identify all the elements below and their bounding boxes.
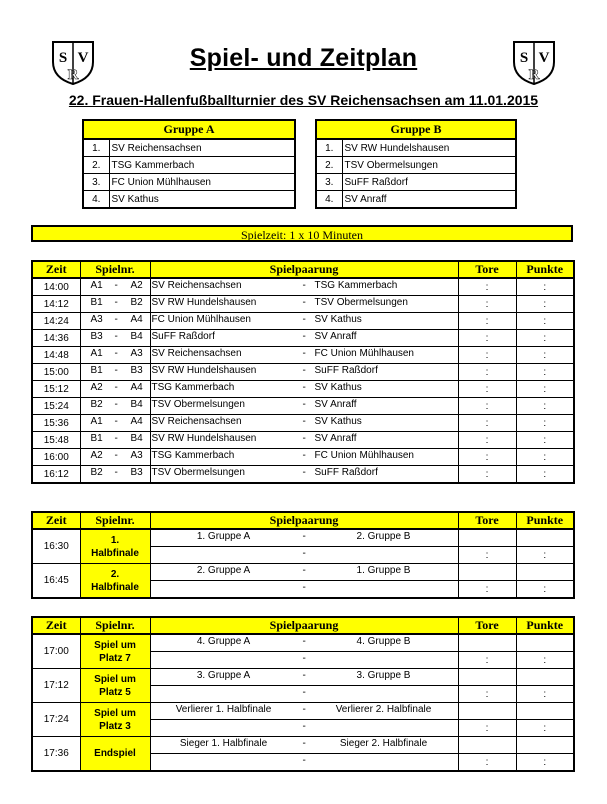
match-code-separator: - — [114, 348, 118, 359]
match-code-home: B3 — [90, 331, 103, 342]
goals-field[interactable]: : — [458, 581, 516, 599]
match-code-separator: - — [114, 450, 118, 461]
points-field[interactable] — [516, 703, 574, 720]
goals-field[interactable]: : — [458, 347, 516, 364]
match-code — [80, 347, 150, 364]
goals-field[interactable] — [458, 634, 516, 652]
match-label-line1: 1. — [110, 534, 120, 546]
team-number: 3. — [316, 174, 342, 191]
pairing-separator: - — [302, 433, 306, 444]
points-field[interactable]: : — [516, 347, 574, 364]
match-code — [80, 296, 150, 313]
match-pairing — [150, 737, 458, 754]
team-name: SV RW Hundelshausen — [342, 139, 516, 157]
points-field[interactable]: : — [516, 330, 574, 347]
match-time: 15:00 — [32, 364, 80, 381]
match-code-away: B3 — [130, 467, 143, 478]
team-number: 3. — [83, 174, 109, 191]
away-slot: 4. Gruppe B — [356, 636, 411, 647]
match-pairing — [150, 330, 458, 347]
match-code — [80, 364, 150, 381]
col-punkte: Punkte — [516, 261, 574, 278]
points-field[interactable] — [516, 564, 574, 581]
away-slot: 2. Gruppe B — [356, 531, 411, 542]
team-name: SV Reichensachsen — [109, 139, 295, 157]
match-code-away: A4 — [130, 382, 143, 393]
match-code — [80, 278, 150, 296]
away-slot: 3. Gruppe B — [356, 670, 411, 681]
goals-field[interactable] — [458, 529, 516, 547]
match-label — [80, 669, 150, 703]
col-spielpaarung: Spielpaarung — [150, 261, 458, 278]
match-code-separator: - — [114, 399, 118, 410]
pairing-separator: - — [302, 450, 306, 461]
points-field[interactable]: : — [516, 381, 574, 398]
match-label-line2: Platz 5 — [99, 686, 131, 698]
goals-field[interactable]: : — [458, 296, 516, 313]
match-pairing — [150, 398, 458, 415]
home-team: TSG Kammerbach — [151, 382, 235, 393]
match-code-home: A1 — [90, 348, 103, 359]
match-pairing — [150, 381, 458, 398]
points-field[interactable]: : — [516, 652, 574, 669]
points-field[interactable]: : — [516, 449, 574, 466]
match-code-home: B2 — [90, 467, 103, 478]
goals-field[interactable]: : — [458, 754, 516, 772]
goals-field[interactable]: : — [458, 330, 516, 347]
pairing-separator: - — [302, 297, 306, 308]
match-code-home: B1 — [90, 297, 103, 308]
match-code-home: A1 — [90, 280, 103, 291]
match-pairing — [150, 313, 458, 330]
goals-field[interactable]: : — [458, 278, 516, 296]
group-team-row — [316, 139, 516, 157]
goals-field[interactable] — [458, 703, 516, 720]
home-team: TSV Obermelsungen — [151, 399, 245, 410]
match-row — [32, 364, 574, 381]
result-pairing — [150, 581, 458, 599]
match-code-away: B4 — [130, 433, 143, 444]
match-code-away: B3 — [130, 365, 143, 376]
match-code-away: A2 — [130, 280, 143, 291]
match-time: 17:12 — [32, 669, 80, 703]
goals-field[interactable]: : — [458, 449, 516, 466]
result-pairing — [150, 652, 458, 669]
match-pairing — [150, 296, 458, 313]
group-team-row — [316, 157, 516, 174]
team-name: SuFF Raßdorf — [342, 174, 516, 191]
away-slot: Verlierer 2. Halbfinale — [335, 704, 432, 715]
pairing-separator: - — [302, 399, 306, 410]
points-field[interactable] — [516, 669, 574, 686]
pairing-separator: - — [302, 280, 306, 291]
tournament-subtitle: 22. Frauen-Hallenfußballturnier des SV Reichensachsen am 11.01.2015 — [68, 92, 539, 108]
match-row — [32, 669, 574, 686]
match-pairing — [150, 669, 458, 686]
pairing-separator: - — [302, 738, 306, 749]
match-pairing — [150, 364, 458, 381]
match-row — [32, 564, 574, 581]
match-code — [80, 313, 150, 330]
svg-text:R: R — [528, 67, 540, 83]
away-team: FC Union Mühlhausen — [314, 450, 414, 461]
match-time: 16:00 — [32, 449, 80, 466]
col-spielnr: Spielnr. — [80, 261, 150, 278]
points-field[interactable]: : — [516, 364, 574, 381]
match-code-home: B1 — [90, 365, 103, 376]
pairing-separator: - — [302, 565, 306, 576]
points-field[interactable] — [516, 634, 574, 652]
match-code — [80, 432, 150, 449]
match-row — [32, 296, 574, 313]
match-pairing — [150, 415, 458, 432]
away-team: FC Union Mühlhausen — [314, 348, 414, 359]
home-team: TSV Obermelsungen — [151, 467, 245, 478]
pairing-separator: - — [302, 314, 306, 325]
match-row — [32, 330, 574, 347]
svg-text:S: S — [58, 50, 68, 66]
match-row — [32, 466, 574, 484]
col-spielpaarung: Spielpaarung — [150, 617, 458, 634]
home-team: SV Reichensachsen — [151, 348, 242, 359]
match-code-separator: - — [114, 314, 118, 325]
pairing-separator: - — [302, 365, 306, 376]
pairing-separator: - — [302, 467, 306, 478]
match-row — [32, 347, 574, 364]
points-field[interactable]: : — [516, 278, 574, 296]
home-slot: 1. Gruppe A — [196, 531, 251, 542]
away-team: TSV Obermelsungen — [314, 297, 408, 308]
col-spielpaarung: Spielpaarung — [150, 512, 458, 529]
match-code-home: A1 — [90, 416, 103, 427]
away-team: SV Kathus — [314, 382, 362, 393]
away-team: SuFF Raßdorf — [314, 467, 378, 478]
group-team-row — [83, 157, 295, 174]
match-label — [80, 737, 150, 772]
points-field[interactable] — [516, 737, 574, 754]
match-time: 15:24 — [32, 398, 80, 415]
group-b-table — [315, 119, 517, 209]
match-row — [32, 529, 574, 547]
match-row — [32, 278, 574, 296]
away-team: SV Anraff — [314, 331, 357, 342]
match-label-line1: Spiel um — [94, 639, 136, 651]
home-slot: 3. Gruppe A — [196, 670, 251, 681]
points-field[interactable]: : — [516, 686, 574, 703]
pairing-separator: - — [302, 755, 306, 766]
home-team: SV Reichensachsen — [151, 280, 242, 291]
match-code-separator: - — [114, 416, 118, 427]
semifinal-schedule — [31, 511, 575, 599]
goals-field[interactable]: : — [458, 720, 516, 737]
pairing-separator: - — [302, 653, 306, 664]
match-code-home: A2 — [90, 382, 103, 393]
col-spielnr: Spielnr. — [80, 617, 150, 634]
col-zeit: Zeit — [32, 512, 80, 529]
pairing-separator: - — [302, 687, 306, 698]
team-number: 1. — [83, 139, 109, 157]
match-row — [32, 432, 574, 449]
group-b-title: Gruppe B — [316, 120, 516, 139]
match-label — [80, 529, 150, 564]
match-time: 14:00 — [32, 278, 80, 296]
match-code-separator: - — [114, 331, 118, 342]
group-stage-schedule — [31, 260, 575, 484]
home-team: SuFF Raßdorf — [151, 331, 215, 342]
team-name: SV Anraff — [342, 191, 516, 209]
pairing-separator: - — [302, 670, 306, 681]
match-pairing — [150, 449, 458, 466]
match-time: 17:36 — [32, 737, 80, 772]
pairing-separator: - — [302, 636, 306, 647]
away-team: SV Kathus — [314, 314, 362, 325]
match-code-separator: - — [114, 365, 118, 376]
match-code — [80, 330, 150, 347]
team-name: FC Union Mühlhausen — [109, 174, 295, 191]
points-field[interactable]: : — [516, 466, 574, 484]
match-pairing — [150, 703, 458, 720]
pairing-separator: - — [302, 348, 306, 359]
match-code-separator: - — [114, 280, 118, 291]
match-code — [80, 466, 150, 484]
points-field[interactable]: : — [516, 415, 574, 432]
match-code — [80, 415, 150, 432]
match-label — [80, 634, 150, 669]
match-label-line2: Platz 7 — [99, 652, 131, 664]
pairing-separator: - — [302, 582, 306, 593]
match-label-line2: Halbfinale — [91, 547, 139, 559]
goals-field[interactable]: : — [458, 415, 516, 432]
home-team: SV RW Hundelshausen — [151, 433, 257, 444]
match-label — [80, 703, 150, 737]
match-time: 16:30 — [32, 529, 80, 564]
match-code-home: A2 — [90, 450, 103, 461]
group-a-title: Gruppe A — [83, 120, 295, 139]
team-number: 1. — [316, 139, 342, 157]
match-row — [32, 381, 574, 398]
col-punkte: Punkte — [516, 512, 574, 529]
match-pairing — [150, 432, 458, 449]
points-field[interactable]: : — [516, 581, 574, 599]
away-team: SV Anraff — [314, 399, 357, 410]
points-field[interactable]: : — [516, 547, 574, 564]
team-name: TSV Obermelsungen — [342, 157, 516, 174]
match-time: 14:24 — [32, 313, 80, 330]
col-zeit: Zeit — [32, 261, 80, 278]
match-pairing — [150, 347, 458, 364]
col-tore: Tore — [458, 617, 516, 634]
col-tore: Tore — [458, 261, 516, 278]
away-slot: 1. Gruppe B — [356, 565, 411, 576]
match-time: 17:24 — [32, 703, 80, 737]
match-code-home: A3 — [90, 314, 103, 325]
match-code — [80, 398, 150, 415]
away-team: SuFF Raßdorf — [314, 365, 378, 376]
match-label-line1: Spiel um — [94, 707, 136, 719]
match-pairing — [150, 466, 458, 484]
points-field[interactable]: : — [516, 296, 574, 313]
page-title: Spiel- und Zeitplan — [189, 44, 418, 72]
goals-field[interactable]: : — [458, 381, 516, 398]
goals-field[interactable]: : — [458, 686, 516, 703]
goals-field[interactable]: : — [458, 547, 516, 564]
match-row — [32, 398, 574, 415]
home-team: SV Reichensachsen — [151, 416, 242, 427]
svg-text:R: R — [67, 67, 79, 83]
group-team-row — [316, 174, 516, 191]
away-team: TSG Kammerbach — [314, 280, 398, 291]
col-zeit: Zeit — [32, 617, 80, 634]
home-team: SV RW Hundelshausen — [151, 297, 257, 308]
pairing-separator: - — [302, 704, 306, 715]
match-label-line2: Platz 3 — [99, 720, 131, 732]
goals-field[interactable]: : — [458, 466, 516, 484]
match-label — [80, 564, 150, 599]
goals-field[interactable]: : — [458, 432, 516, 449]
match-code-home: B2 — [90, 399, 103, 410]
match-code-away: B2 — [130, 297, 143, 308]
pairing-separator: - — [302, 416, 306, 427]
group-team-row — [83, 174, 295, 191]
points-field[interactable]: : — [516, 432, 574, 449]
match-code — [80, 449, 150, 466]
match-pairing — [150, 278, 458, 296]
goals-field[interactable]: : — [458, 364, 516, 381]
match-row — [32, 415, 574, 432]
col-spielnr: Spielnr. — [80, 512, 150, 529]
match-code — [80, 381, 150, 398]
match-row — [32, 703, 574, 720]
home-slot: 4. Gruppe A — [196, 636, 251, 647]
svg-text:S: S — [519, 50, 529, 66]
match-time: 16:12 — [32, 466, 80, 484]
points-field[interactable]: : — [516, 313, 574, 330]
points-field[interactable]: : — [516, 754, 574, 772]
group-team-row — [83, 191, 295, 209]
pairing-separator: - — [302, 531, 306, 542]
points-field[interactable]: : — [516, 720, 574, 737]
team-number: 2. — [83, 157, 109, 174]
match-time: 14:12 — [32, 296, 80, 313]
group-a-table — [82, 119, 296, 209]
match-pairing — [150, 634, 458, 652]
home-slot: Sieger 1. Halbfinale — [179, 738, 268, 749]
match-code-away: A3 — [130, 450, 143, 461]
goals-field[interactable] — [458, 669, 516, 686]
away-slot: Sieger 2. Halbfinale — [339, 738, 428, 749]
match-row — [32, 313, 574, 330]
team-name: TSG Kammerbach — [109, 157, 295, 174]
col-punkte: Punkte — [516, 617, 574, 634]
match-time: 15:36 — [32, 415, 80, 432]
match-time: 15:12 — [32, 381, 80, 398]
svg-text:V: V — [77, 50, 89, 66]
team-number: 2. — [316, 157, 342, 174]
pairing-separator: - — [302, 382, 306, 393]
result-pairing — [150, 686, 458, 703]
goals-field[interactable] — [458, 564, 516, 581]
svg-text:V: V — [538, 50, 550, 66]
match-label-line2: Halbfinale — [91, 581, 139, 593]
match-time: 17:00 — [32, 634, 80, 669]
match-code-separator: - — [114, 382, 118, 393]
points-field[interactable] — [516, 529, 574, 547]
pairing-separator: - — [302, 721, 306, 732]
match-label-line1: Endspiel — [94, 748, 136, 759]
match-row — [32, 634, 574, 652]
home-team: FC Union Mühlhausen — [151, 314, 251, 325]
match-code-away: B4 — [130, 331, 143, 342]
match-time: 16:45 — [32, 564, 80, 599]
points-field[interactable]: : — [516, 398, 574, 415]
result-pairing — [150, 754, 458, 772]
group-team-row — [316, 191, 516, 209]
col-tore: Tore — [458, 512, 516, 529]
match-code-home: B1 — [90, 433, 103, 444]
game-duration-banner: Spielzeit: 1 x 10 Minuten — [31, 225, 573, 242]
match-pairing — [150, 564, 458, 581]
match-code-away: A4 — [130, 416, 143, 427]
match-row — [32, 737, 574, 754]
match-time: 14:48 — [32, 347, 80, 364]
goals-field[interactable]: : — [458, 313, 516, 330]
team-number: 4. — [316, 191, 342, 209]
goals-field[interactable]: : — [458, 398, 516, 415]
match-code-separator: - — [114, 297, 118, 308]
match-code-separator: - — [114, 467, 118, 478]
pairing-separator: - — [302, 548, 306, 559]
team-number: 4. — [83, 191, 109, 209]
group-team-row — [83, 139, 295, 157]
match-code-separator: - — [114, 433, 118, 444]
goals-field[interactable] — [458, 737, 516, 754]
match-code-away: A3 — [130, 348, 143, 359]
goals-field[interactable]: : — [458, 652, 516, 669]
pairing-separator: - — [302, 331, 306, 342]
away-team: SV Kathus — [314, 416, 362, 427]
team-name: SV Kathus — [109, 191, 295, 209]
home-team: SV RW Hundelshausen — [151, 365, 257, 376]
home-slot: Verlierer 1. Halbfinale — [175, 704, 272, 715]
match-label-line1: Spiel um — [94, 673, 136, 685]
home-team: TSG Kammerbach — [151, 450, 235, 461]
away-team: SV Anraff — [314, 433, 357, 444]
match-row — [32, 449, 574, 466]
match-time: 14:36 — [32, 330, 80, 347]
placement-schedule — [31, 616, 575, 772]
match-code-away: B4 — [130, 399, 143, 410]
home-slot: 2. Gruppe A — [196, 565, 251, 576]
match-pairing — [150, 529, 458, 547]
result-pairing — [150, 547, 458, 564]
match-time: 15:48 — [32, 432, 80, 449]
match-label-line1: 2. — [110, 568, 120, 580]
match-code-away: A4 — [130, 314, 143, 325]
result-pairing — [150, 720, 458, 737]
